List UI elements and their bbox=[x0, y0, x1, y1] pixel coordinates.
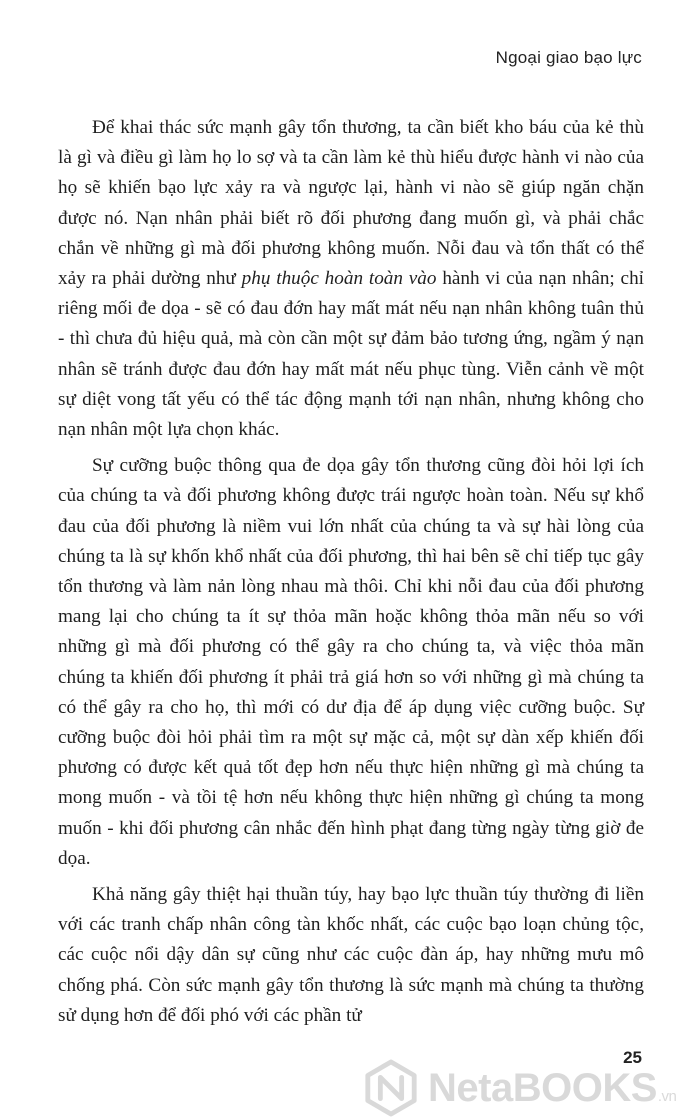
paragraph-1 bbox=[58, 113, 644, 445]
paragraph-1-part-2: hành vi của nạn nhân; chỉ riêng mối đe dọa - sẽ có đau đớn hay mất mát nếu nạn nhân không tuân thủ - thì chưa đủ hiệu quả, mà còn cần một sự đảm bảo tương ứng, ngầm ý nạn nhân sẽ tránh được đau đớn hay mất mát nếu phục tùng. Viễn cảnh về một sự diệt vong tất yếu có thể tác động mạnh tới nạn nhân, nhưng không cho nạn nhân một lựa chọn khác. bbox=[58, 268, 645, 441]
page-number: 25 bbox=[623, 1048, 642, 1067]
body-text bbox=[58, 113, 644, 1037]
watermark-suffix: .vn bbox=[657, 1087, 677, 1105]
paragraph-3: Khả năng gây thiệt hại thuần túy, hay bạo lực thuần túy thường đi liền với các tranh chấp nhân công tàn khốc nhất, các cuộc bạo loạn chủng tộc, các cuộc nổi dậy dân sự cũng như các cuộc đàn áp, hay những mưu mô chống phá. Còn sức mạnh gây tổn thương là sức mạnh mà chúng ta thường sử dụng hơn để đối phó với các phần tử bbox=[58, 884, 644, 1026]
paragraph-1-part-1: Để khai thác sức mạnh gây tổn thương, ta cần biết kho báu của kẻ thù là gì và điều gì làm họ lo sợ và ta cần làm kẻ thù hiểu được hành vi nào của họ sẽ khiến bạo lực xảy ra và ngược lại, hành vi nào sẽ giúp ngăn chặn được nó. Nạn nhân phải biết rõ đối phương đang muốn gì, và phải chắc chắn về những gì mà đối phương không muốn. Nỗi đau và tổn thất có thể xảy ra phải dường như bbox=[58, 117, 644, 290]
watermark-text bbox=[428, 1066, 676, 1111]
running-header: Ngoại giao bạo lực bbox=[495, 48, 642, 67]
paragraph-1-emphasis: phụ thuộc hoàn toàn vào bbox=[241, 268, 437, 290]
netabooks-logo-icon bbox=[362, 1059, 420, 1117]
watermark-brand: NetaBOOKS bbox=[428, 1065, 657, 1110]
watermark bbox=[362, 1058, 676, 1118]
paragraph-2: Sự cưỡng buộc thông qua đe dọa gây tổn thương cũng đòi hỏi lợi ích của chúng ta và đối phương không được trái ngược hoàn toàn. Nếu sự khổ đau của đối phương là niềm vui lớn nhất của chúng ta và sự hài lòng của chúng ta là sự khốn khổ nhất của đối phương, thì hai bên sẽ chỉ tiếp tục gây tổn thương và làm nản lòng nhau mà thôi. Chỉ khi nỗi đau của đối phương mang lại cho chúng ta ít sự thỏa mãn hoặc không thỏa mãn nếu so với những gì mà đối phương có thể gây ra cho chúng ta, và việc thỏa mãn chúng ta khiến đối phương ít phải trả giá hơn so với những gì mà chúng ta có thể gây ra cho họ, thì mới có dư địa để áp dụng việc cưỡng buộc. Sự cưỡng buộc đòi hỏi phải tìm ra một sự mặc cả, một sự dàn xếp khiến đối phương có được kết quả tốt đẹp hơn nếu thực hiện những gì mà chúng ta mong muốn - và tồi tệ hơn nếu không thực hiện những gì chúng ta mong muốn - khi đối phương cân nhắc đến hình phạt đang từng ngày từng giờ đe dọa. bbox=[58, 455, 644, 869]
